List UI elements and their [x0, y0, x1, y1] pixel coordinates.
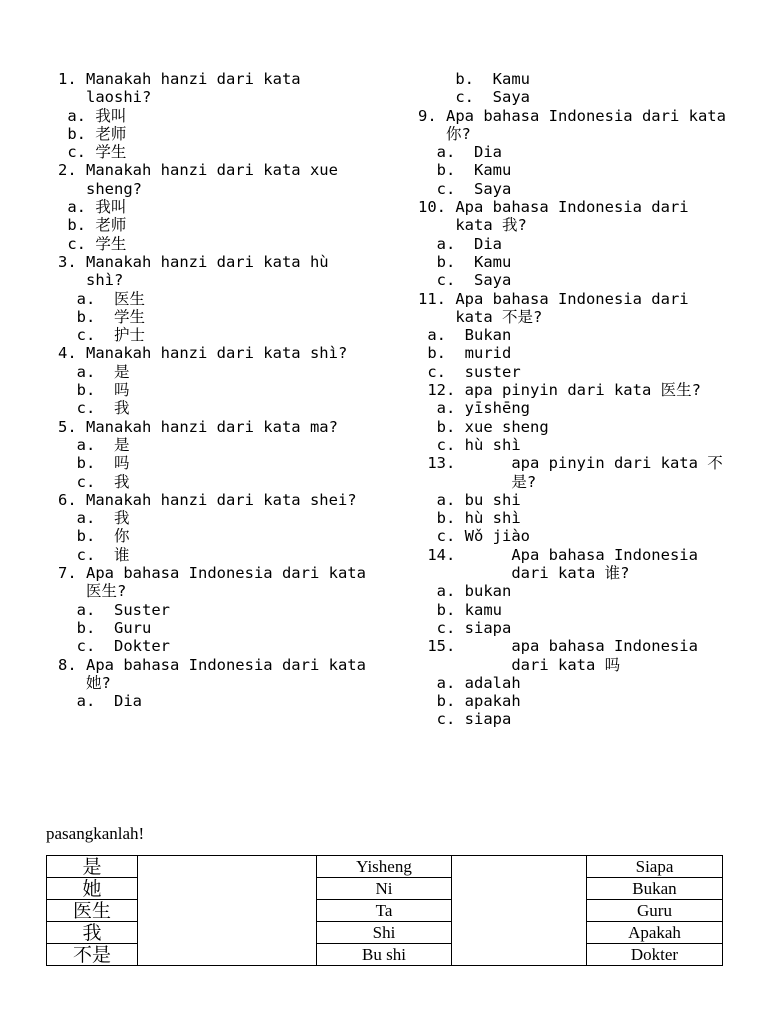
- answer-option: c. siapa: [418, 618, 512, 637]
- question-line: 你?: [446, 124, 471, 143]
- answer-option: b. 老师: [58, 216, 127, 235]
- pinyin-cell: Shi: [317, 922, 452, 944]
- answer-option: b. 学生: [58, 307, 145, 326]
- question-line: Apa bahasa Indonesia dari: [455, 198, 689, 217]
- pinyin-cell: Bu shi: [317, 944, 452, 966]
- question-stem: [58, 70, 388, 107]
- question-text: [511, 546, 748, 583]
- question-line: 医生?: [86, 582, 127, 601]
- question-stem: [58, 491, 388, 509]
- question-line: Manakah hanzi dari kata shei?: [86, 490, 357, 509]
- matching-instruction: pasangkanlah!: [46, 824, 145, 843]
- question-item: [418, 198, 748, 289]
- question-item: [418, 546, 748, 637]
- answer-option: b. hù shì: [418, 509, 521, 528]
- answer-option: c. 我: [58, 399, 130, 418]
- indonesian-cell: Apakah: [587, 922, 723, 944]
- question-number: 8.: [58, 655, 86, 674]
- question-stem: [58, 656, 388, 693]
- question-text: [86, 656, 388, 693]
- pinyin-cell: Ta: [317, 900, 452, 922]
- question-number: 15.: [418, 637, 512, 656]
- answer-option: b. 你: [58, 527, 130, 546]
- question-item: [58, 656, 388, 711]
- answer-option: c. 学生: [58, 143, 127, 162]
- question-line: Apa bahasa Indonesia dari: [455, 289, 689, 308]
- answer-option: a. bukan: [418, 582, 512, 601]
- question-text: [86, 491, 388, 509]
- question-number: 9.: [418, 106, 446, 125]
- question-number: 4.: [58, 344, 86, 363]
- question-number: 3.: [58, 252, 86, 271]
- question-item: [418, 70, 748, 107]
- answer-option: c. Wǒ jiào: [418, 527, 530, 546]
- question-stem: [58, 564, 388, 601]
- question-line: laoshi?: [86, 88, 152, 107]
- question-item: [418, 454, 748, 545]
- answer-option: c. Saya: [418, 88, 530, 107]
- answer-option: b. xue sheng: [418, 417, 549, 436]
- question-number: 5.: [58, 417, 86, 436]
- question-text: [455, 198, 748, 235]
- question-number: 11.: [418, 289, 456, 308]
- question-line: Manakah hanzi dari kata shì?: [86, 344, 348, 363]
- question-stem: [418, 290, 748, 327]
- question-item: [58, 344, 388, 417]
- answer-option: a. adalah: [418, 673, 521, 692]
- answer-option: b. kamu: [418, 600, 502, 619]
- answer-option: a. 我叫: [58, 106, 127, 125]
- answer-option: c. 我: [58, 472, 130, 491]
- question-line: Manakah hanzi dari kata hù: [86, 252, 329, 271]
- question-text: [465, 381, 748, 399]
- answer-option: a. Dia: [418, 234, 502, 253]
- answer-option: b. Guru: [58, 618, 152, 637]
- pinyin-cell: Yisheng: [317, 856, 452, 878]
- answer-option: a. 是: [58, 362, 130, 381]
- question-number: 6.: [58, 490, 86, 509]
- question-line: Manakah hanzi dari kata: [86, 70, 301, 88]
- question-text: [511, 454, 748, 491]
- answer-option: b. murid: [418, 344, 512, 363]
- answer-option: b. 吗: [58, 381, 130, 400]
- question-item: [418, 107, 748, 198]
- question-item: [58, 564, 388, 655]
- question-line: apa pinyin dari kata 医生?: [464, 381, 701, 400]
- question-item: [58, 253, 388, 344]
- answer-option: c. 谁: [58, 545, 130, 564]
- hanzi-cell: 我: [47, 922, 138, 944]
- answer-option: a. bu shi: [418, 490, 521, 509]
- answer-option: c. Saya: [418, 179, 512, 198]
- answer-option: c. siapa: [418, 710, 512, 729]
- question-stem: [58, 161, 388, 198]
- question-line: dari kata 吗: [511, 655, 621, 674]
- question-text: [455, 290, 748, 327]
- answer-option: a. 医生: [58, 289, 145, 308]
- answer-option: a. 我: [58, 509, 130, 528]
- question-line: 是?: [511, 472, 537, 491]
- question-line: sheng?: [86, 179, 142, 198]
- answer-option: b. 老师: [58, 124, 127, 143]
- answer-option: a. Bukan: [418, 326, 512, 345]
- answer-option: c. Saya: [418, 271, 512, 290]
- question-item: [418, 637, 748, 728]
- question-text: [86, 253, 388, 290]
- matching-table: [46, 855, 723, 966]
- question-stem: [418, 381, 748, 399]
- answer-option: a. Dia: [418, 143, 502, 162]
- pinyin-cell: Ni: [317, 878, 452, 900]
- hanzi-cell: 医生: [47, 900, 138, 922]
- answer-option: a. Dia: [58, 692, 142, 711]
- hanzi-cell: 是: [47, 856, 138, 878]
- answer-gap: [138, 856, 317, 966]
- question-line: 她?: [86, 673, 111, 692]
- question-number: 7.: [58, 564, 86, 583]
- question-stem: [418, 454, 748, 491]
- question-text: [86, 418, 388, 436]
- indonesian-cell: Bukan: [587, 878, 723, 900]
- question-item: [418, 381, 748, 454]
- question-line: shì?: [86, 271, 124, 290]
- question-number: 2.: [58, 161, 86, 180]
- question-line: kata 不是?: [455, 307, 543, 326]
- question-item: [58, 70, 388, 161]
- question-line: Apa bahasa Indonesia dari kata: [86, 655, 366, 674]
- indonesian-cell: Guru: [587, 900, 723, 922]
- question-stem: [418, 546, 748, 583]
- question-stem: [418, 637, 748, 674]
- question-number: 13.: [418, 454, 512, 473]
- question-number: 12.: [418, 381, 465, 400]
- question-text: [86, 564, 388, 601]
- answer-option: c. hù shì: [418, 435, 521, 454]
- question-text: [446, 107, 748, 144]
- question-stem: [58, 418, 388, 436]
- answer-option: b. Kamu: [418, 252, 512, 271]
- hanzi-cell: 不是: [47, 944, 138, 966]
- question-text: [86, 161, 388, 198]
- answer-option: a. 我叫: [58, 198, 127, 217]
- table-row: [47, 856, 723, 878]
- answer-option: c. 学生: [58, 234, 127, 253]
- question-item: [58, 161, 388, 252]
- answer-option: c. suster: [418, 362, 521, 381]
- question-stem: [58, 253, 388, 290]
- question-line: Apa bahasa Indonesia dari kata: [446, 106, 726, 125]
- question-line: Apa bahasa Indonesia: [511, 545, 698, 564]
- question-item: [58, 491, 388, 564]
- answer-option: c. 护士: [58, 326, 145, 345]
- questions-right-column: [418, 70, 748, 729]
- question-number: 1.: [58, 70, 86, 88]
- question-line: Manakah hanzi dari kata ma?: [86, 417, 338, 436]
- question-stem: [418, 198, 748, 235]
- answer-option: a. yīshēng: [418, 399, 530, 418]
- question-stem: [58, 344, 388, 362]
- answer-option: b. 吗: [58, 454, 130, 473]
- question-line: apa bahasa Indonesia: [511, 637, 698, 656]
- question-line: dari kata 谁?: [511, 564, 630, 583]
- question-stem: [418, 107, 748, 144]
- indonesian-cell: Dokter: [587, 944, 723, 966]
- question-item: [418, 290, 748, 381]
- answer-option: a. 是: [58, 435, 130, 454]
- question-number: 14.: [418, 545, 512, 564]
- answer-option: b. apakah: [418, 692, 521, 711]
- question-text: [86, 344, 388, 362]
- question-line: Manakah hanzi dari kata xue: [86, 161, 338, 180]
- answer-gap: [452, 856, 587, 966]
- answer-option: b. Kamu: [418, 70, 530, 88]
- answer-option: a. Suster: [58, 600, 170, 619]
- questions-left-column: [58, 70, 388, 710]
- question-line: apa pinyin dari kata 不: [511, 454, 723, 473]
- indonesian-cell: Siapa: [587, 856, 723, 878]
- answer-option: b. Kamu: [418, 161, 512, 180]
- question-line: kata 我?: [455, 216, 527, 235]
- question-line: Apa bahasa Indonesia dari kata: [86, 564, 366, 583]
- question-text: [511, 637, 748, 674]
- hanzi-cell: 她: [47, 878, 138, 900]
- answer-option: c. Dokter: [58, 637, 170, 656]
- question-number: 10.: [418, 198, 456, 217]
- question-item: [58, 418, 388, 491]
- question-text: [86, 70, 388, 107]
